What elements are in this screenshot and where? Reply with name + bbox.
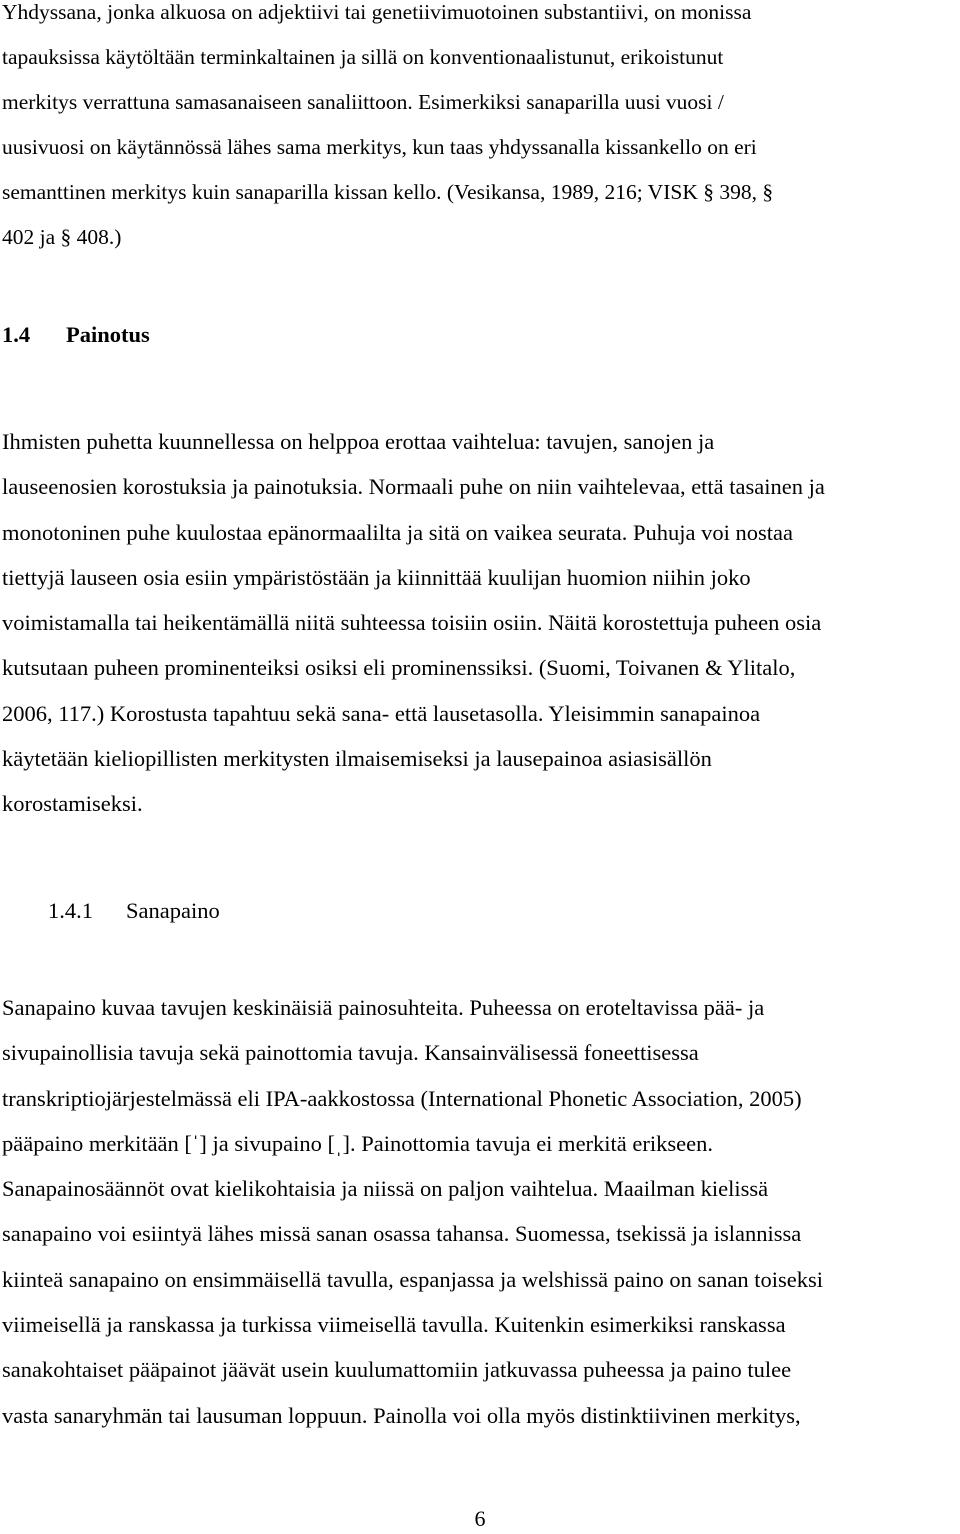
section-title: Painotus — [66, 322, 150, 347]
section-heading — [2, 322, 150, 348]
subsection-title: Sanapaino — [126, 898, 220, 923]
text-line: kutsutaan puheen prominenteiksi osiksi eli prominenssiksi. (Suomi, Toivanen & Ylitalo, — [2, 655, 796, 681]
text-line: lauseenosien korostuksia ja painotuksia. Normaali puhe on niin vaihtelevaa, että tasainen ja — [2, 474, 825, 500]
subsection-number: 1.4.1 — [48, 898, 93, 923]
text-line: Yhdyssana, jonka alkuosa on adjektiivi tai genetiivimuotoinen substantiivi, on monissa — [2, 0, 752, 24]
text-line: merkitys verrattuna samasanaiseen sanaliittoon. Esimerkiksi sanaparilla uusi vuosi / — [2, 90, 724, 114]
text-line: sanakohtaiset pääpainot jäävät usein kuulumattomiin jatkuvassa puheessa ja paino tulee — [2, 1357, 792, 1383]
text-line: uusivuosi on käytännössä lähes sama merkitys, kun taas yhdyssanalla kissankello on eri — [2, 135, 757, 159]
painotus-paragraph — [2, 419, 958, 827]
text-line: kiinteä sanapaino on ensimmäisellä tavulla, espanjassa ja welshissä paino on sanan toiseksi — [2, 1266, 824, 1292]
sanapaino-paragraph — [2, 985, 958, 1438]
text-line: käytetään kieliopillisten merkitysten ilmaisemiseksi ja lausepainoa asiasisällön — [2, 746, 712, 772]
text-line: Ihmisten puhetta kuunnellessa on helppoa erottaa vaihtelua: tavujen, sanojen ja — [2, 429, 715, 454]
text-line: sivupainollisia tavuja sekä painottomia tavuja. Kansainvälisessä foneettisessa — [2, 1040, 699, 1066]
text-line: voimistamalla tai heikentämällä niitä suhteessa toisiin osiin. Näitä korostettuja puheen osia — [2, 610, 822, 636]
intro-paragraph — [2, 0, 958, 260]
text-line: transkriptiojärjestelmässä eli IPA-aakkostossa (International Phonetic Association, 2005) — [2, 1085, 802, 1111]
page-number: 6 — [474, 1506, 486, 1531]
text-line: tiettyjä lauseen osia esiin ympäristöstään ja kiinnittää kuulijan huomion niihin joko — [2, 564, 751, 590]
text-line: sanapaino voi esiintyä lähes missä sanan osassa tahansa. Suomessa, tsekissä ja islannissa — [2, 1221, 802, 1247]
text-line: 402 ja § 408.) — [2, 225, 122, 249]
text-line: monotoninen puhe kuulostaa epänormaalilta ja sitä on vaikea seurata. Puhuja voi nostaa — [2, 519, 794, 545]
text-line: Sanapaino kuvaa tavujen keskinäisiä painosuhteita. Puheessa on eroteltavissa pää- ja — [2, 995, 765, 1020]
text-line: pääpaino merkitään [ˈ] ja sivupaino [ˌ]. Painottomia tavuja ei merkitä erikseen. — [2, 1130, 713, 1156]
text-line: tapauksissa käytöltään terminkaltainen ja sillä on konventionaalistunut, erikoistunut — [2, 45, 724, 69]
subsection-heading — [48, 898, 220, 924]
text-line: Sanapainosäännöt ovat kielikohtaisia ja niissä on paljon vaihtelua. Maailman kielissä — [2, 1176, 769, 1202]
section-number: 1.4 — [2, 322, 31, 347]
text-line: viimeisellä ja ranskassa ja turkissa viimeisellä tavulla. Kuitenkin esimerkiksi ranskassa — [2, 1312, 786, 1338]
text-line: korostamiseksi. — [2, 791, 143, 817]
text-line: semanttinen merkitys kuin sanaparilla kissan kello. (Vesikansa, 1989, 216; VISK § 398, § — [2, 180, 774, 204]
text-line: 2006, 117.) Korostusta tapahtuu sekä sana- että lausetasolla. Yleisimmin sanapainoa — [2, 700, 761, 726]
text-line: vasta sanaryhmän tai lausuman loppuun. Painolla voi olla myös distinktiivinen merkitys, — [2, 1402, 801, 1428]
